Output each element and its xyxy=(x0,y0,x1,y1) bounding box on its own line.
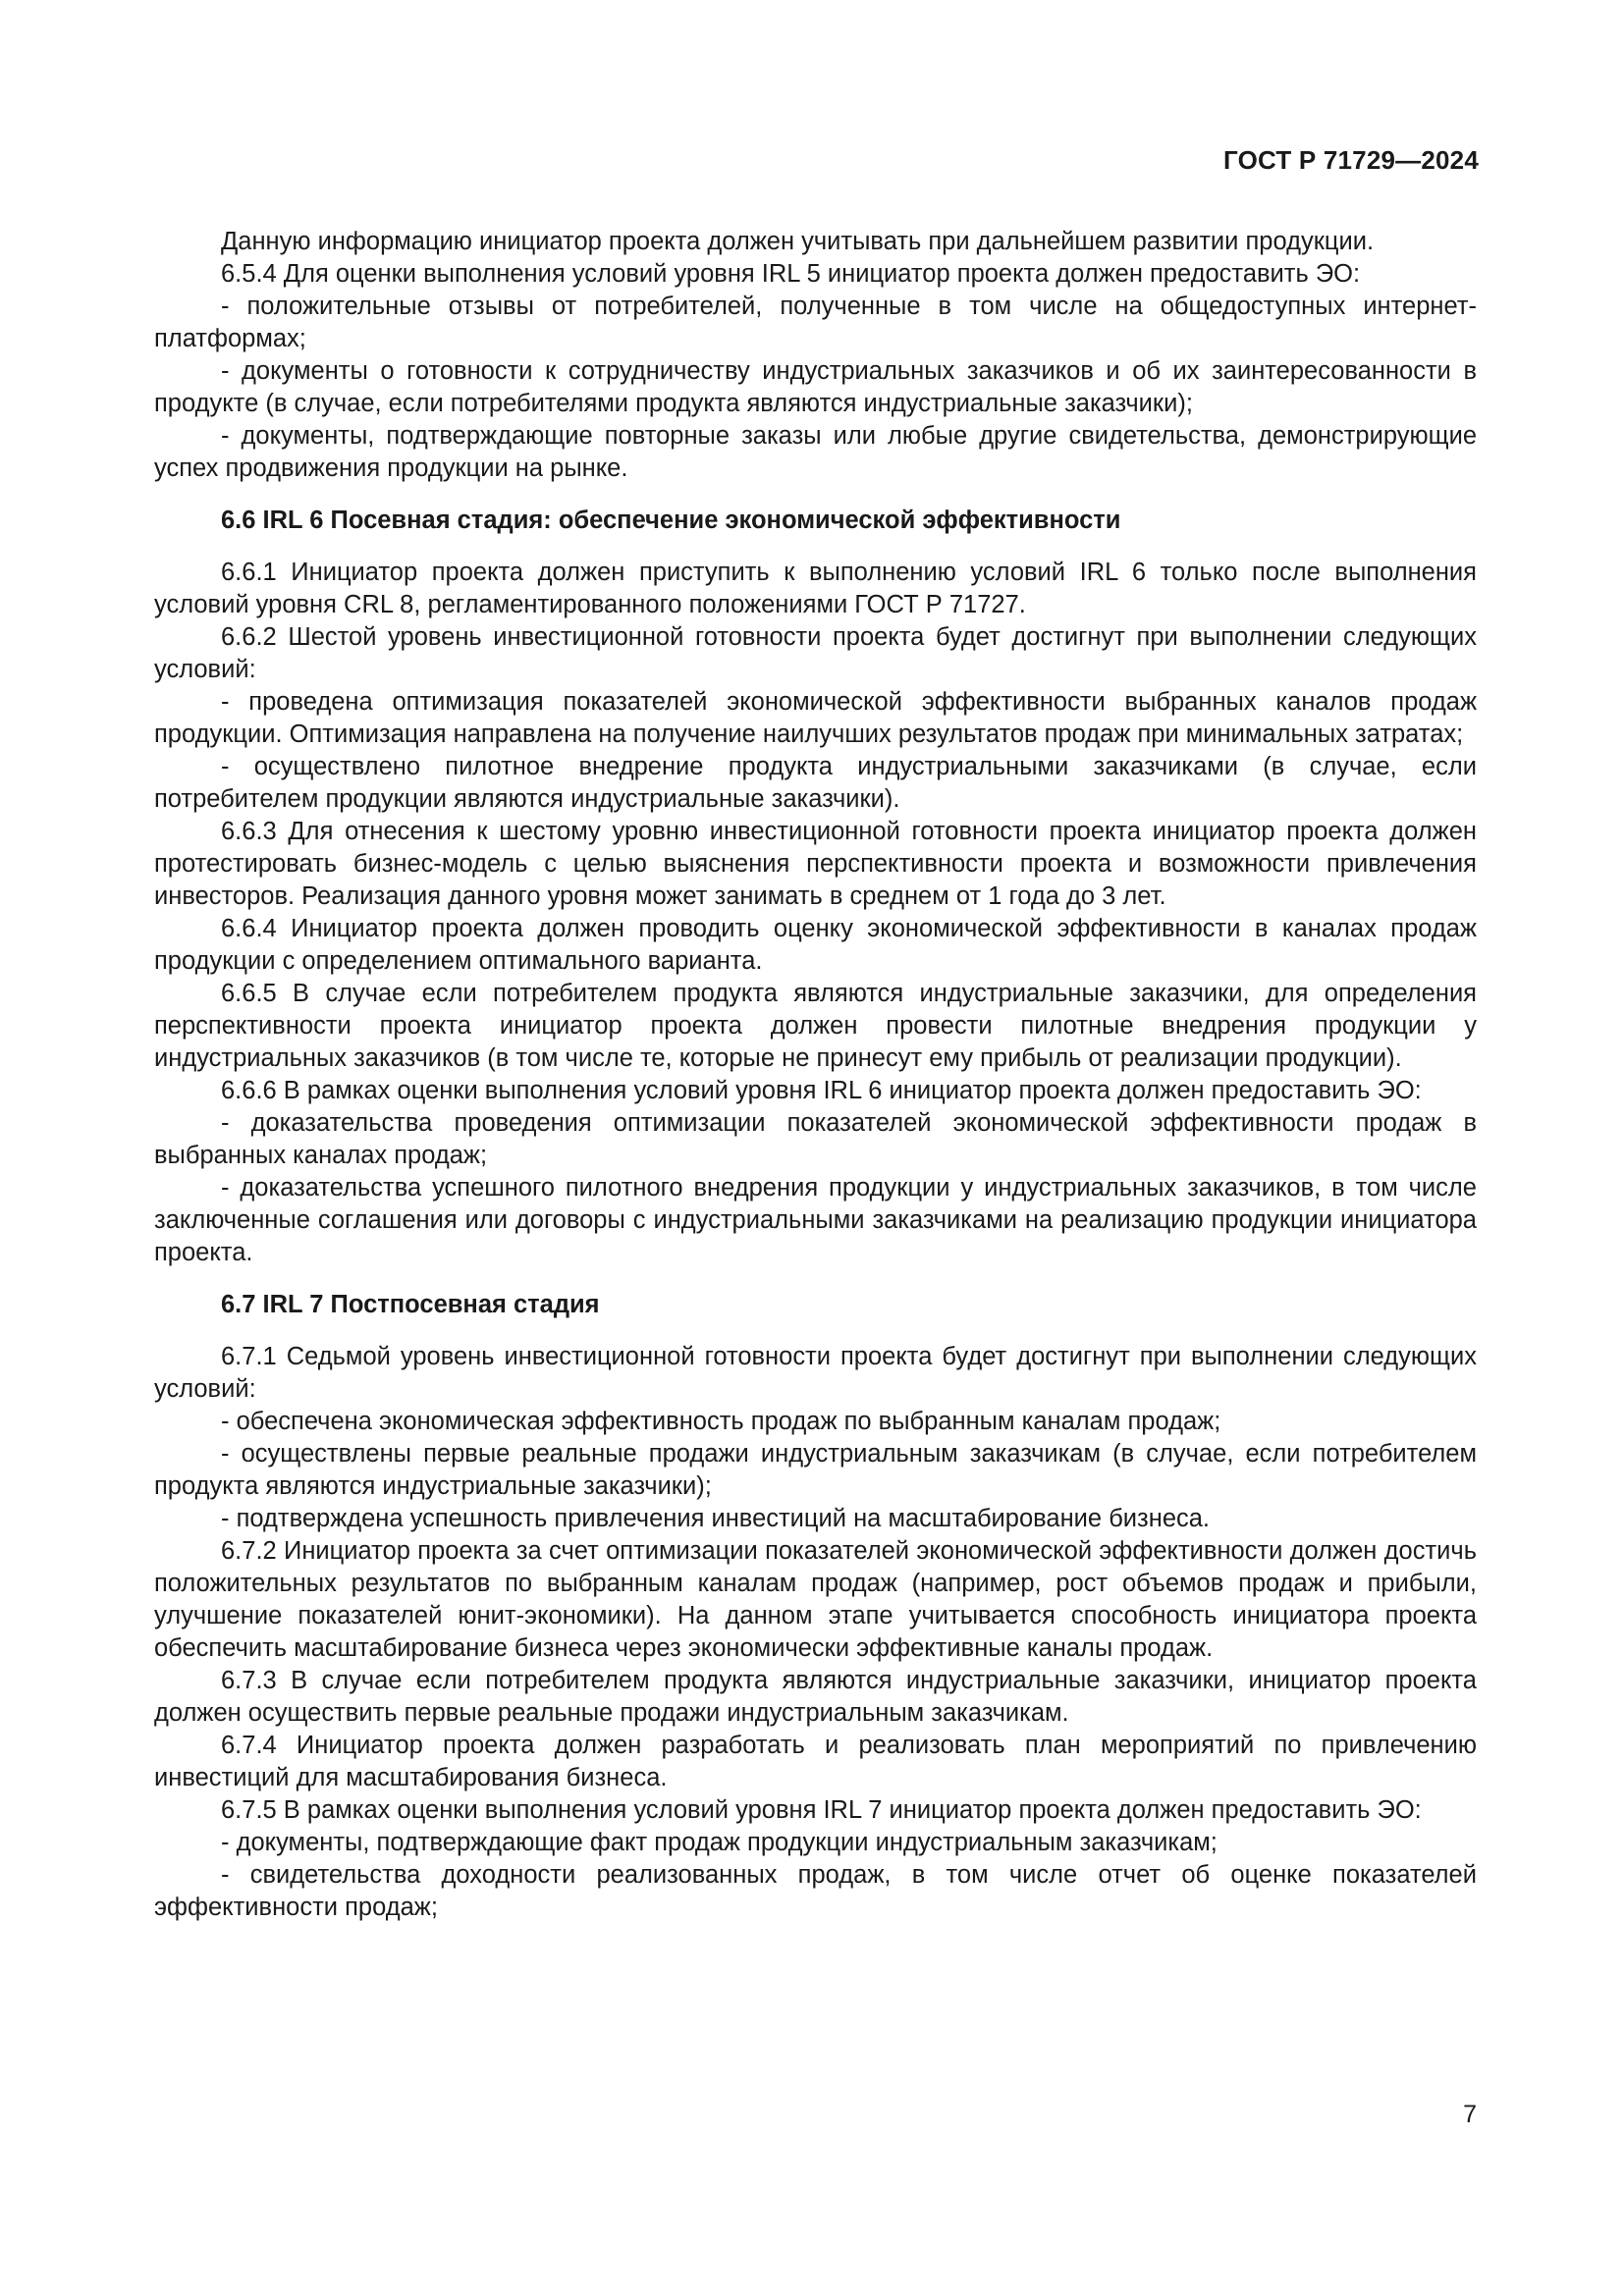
list-item: - документы, подтверждающие факт продаж продукции индустриальным заказчикам; xyxy=(221,1829,1218,1856)
list-item: - свидетельства доходности реализованных продаж, в том числе отчет об оценке показателей эффективности продаж; xyxy=(154,1861,1477,1921)
list-item: - подтверждена успешность привлечения инвестиций на масштабирование бизнеса. xyxy=(221,1505,1211,1532)
list-item: - доказательства проведения оптимизации показателей экономической эффективности продаж в выбранных каналах продаж; xyxy=(154,1109,1477,1169)
paragraph: 6.6.1 Инициатор проекта должен приступить к выполнению условий IRL 6 только после выполнения условий уровня CRL 8, регламентированного положениями ГОСТ Р 71727. xyxy=(154,559,1477,618)
paragraph: 6.6.6 В рамках оценки выполнения условий уровня IRL 6 инициатор проекта должен предоставить ЭО: xyxy=(221,1077,1422,1104)
document-body xyxy=(154,226,1477,1924)
page-number: 7 xyxy=(1463,2101,1477,2128)
list-item: - осуществлено пилотное внедрение продукта индустриальными заказчиками (в случае, если потребителем продукции являются индустриальные заказчики). xyxy=(154,753,1477,813)
list-item: - проведена оптимизация показателей экономической эффективности выбранных каналов продаж продукции. Оптимизация направлена на получение наилучших результатов продаж при минимальных затратах; xyxy=(154,688,1477,748)
paragraph: 6.6.5 В случае если потребителем продукта являются индустриальные заказчики, для определения перспективности проекта инициатор проекта должен провести пилотные внедрения продукции у индустриальных заказчиков (в том числе те, которые не принесут ему прибыль от реализации продукции). xyxy=(154,980,1477,1072)
paragraph: 6.6.2 Шестой уровень инвестиционной готовности проекта будет достигнут при выполнении следующих условий: xyxy=(154,623,1477,683)
list-item: - документы о готовности к сотрудничеству индустриальных заказчиков и об их заинтересованности в продукте (в случае, если потребителями продукта являются индустриальные заказчики); xyxy=(154,357,1477,417)
paragraph: 6.7.4 Инициатор проекта должен разработать и реализовать план мероприятий по привлечению инвестиций для масштабирования бизнеса. xyxy=(154,1732,1477,1791)
paragraph: 6.7.2 Инициатор проекта за счет оптимизации показателей экономической эффективности должен достичь положительных результатов по выбранным каналам продаж (например, рост объемов продаж и прибыли, улучшение показателей юнит-экономики). На данном этапе учитывается способность инициатора проекта обеспечить масштабирование бизнеса через экономически эффективные каналы продаж. xyxy=(154,1537,1477,1662)
paragraph: 6.6.3 Для отнесения к шестому уровню инвестиционной готовности проекта инициатор проекта должен протестировать бизнес-модель с целью выяснения перспективности проекта и возможности привлечения инвесторов. Реализация данного уровня может занимать в среднем от 1 года до 3 лет. xyxy=(154,818,1477,910)
paragraph: 6.5.4 Для оценки выполнения условий уровня IRL 5 инициатор проекта должен предоставить ЭО: xyxy=(221,260,1361,288)
paragraph: 6.6.4 Инициатор проекта должен проводить оценку экономической эффективности в каналах продаж продукции с определением оптимального варианта. xyxy=(154,915,1477,975)
section-heading-6-7: 6.7 IRL 7 Постпосевная стадия xyxy=(221,1291,600,1318)
section-heading-6-6: 6.6 IRL 6 Посевная стадия: обеспечение экономической эффективности xyxy=(221,507,1121,534)
list-item: - положительные отзывы от потребителей, полученные в том числе на общедоступных интернет-платформах; xyxy=(154,293,1477,352)
paragraph: Данную информацию инициатор проекта должен учитывать при дальнейшем развитии продукции. xyxy=(221,228,1375,255)
paragraph: 6.7.3 В случае если потребителем продукта являются индустриальные заказчики, инициатор проекта должен осуществить первые реальные продажи индустриальным заказчикам. xyxy=(154,1667,1477,1727)
paragraph: 6.7.1 Седьмой уровень инвестиционной готовности проекта будет достигнут при выполнении следующих условий: xyxy=(154,1343,1477,1403)
list-item: - документы, подтверждающие повторные заказы или любые другие свидетельства, демонстрирующие успех продвижения продукции на рынке. xyxy=(154,422,1477,482)
paragraph: 6.7.5 В рамках оценки выполнения условий уровня IRL 7 инициатор проекта должен предоставить ЭО: xyxy=(221,1796,1422,1824)
document-code: ГОСТ Р 71729—2024 xyxy=(1223,145,1479,175)
list-item: - доказательства успешного пилотного внедрения продукции у индустриальных заказчиков, в том числе заключенные соглашения или договоры с индустриальными заказчиками на реализацию продукции инициатора проекта. xyxy=(154,1174,1477,1266)
list-item: - осуществлены первые реальные продажи индустриальным заказчикам (в случае, если потребителем продукта являются индустриальные заказчики); xyxy=(154,1440,1477,1500)
list-item: - обеспечена экономическая эффективность продаж по выбранным каналам продаж; xyxy=(221,1408,1221,1435)
